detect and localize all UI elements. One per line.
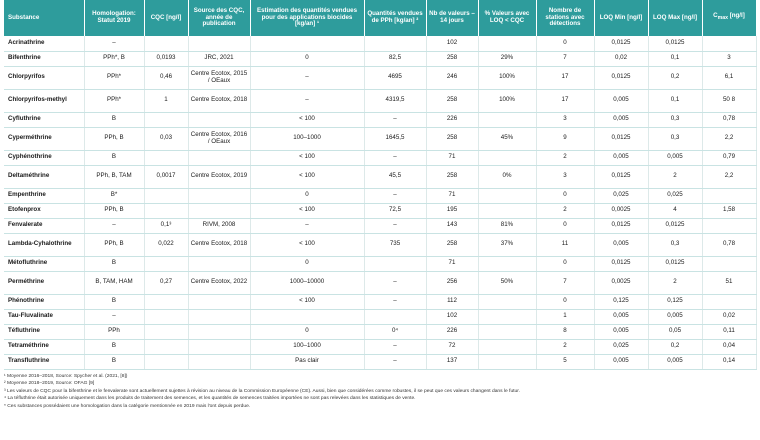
cell-loq-max: 0,005 (648, 354, 702, 369)
cell-homologation: B (84, 339, 144, 354)
cell-pct-valeurs: 45% (478, 127, 536, 150)
cell-quantites (364, 36, 426, 51)
header-row (4, 0, 756, 36)
cell-substance: Transfluthrine (4, 354, 84, 369)
table-row (4, 150, 756, 165)
cell-cmax: 0,02 (702, 309, 756, 324)
cell-homologation: – (84, 218, 144, 233)
cell-loq-max: 0,005 (648, 150, 702, 165)
cell-estimation: < 100 (250, 294, 364, 309)
cell-source (188, 203, 250, 218)
cell-cqc: 0,022 (144, 233, 188, 256)
cell-loq-max: 0,2 (648, 339, 702, 354)
cell-cmax: 0,11 (702, 324, 756, 339)
cell-estimation: 0 (250, 324, 364, 339)
cell-cqc (144, 150, 188, 165)
cell-nb-stations: 1 (536, 309, 594, 324)
cell-nb-valeurs: 258 (426, 165, 478, 188)
cell-source: Centre Ecotox, 2016 / OEaux (188, 127, 250, 150)
cell-homologation: PPh* (84, 66, 144, 89)
cell-substance: Deltaméthrine (4, 165, 84, 188)
cell-cqc (144, 294, 188, 309)
table-row (4, 218, 756, 233)
cell-cmax: 6,1 (702, 66, 756, 89)
cell-nb-valeurs: 258 (426, 127, 478, 150)
cell-estimation: Pas clair (250, 354, 364, 369)
cell-loq-min: 0,125 (594, 294, 648, 309)
table-row (4, 324, 756, 339)
cell-nb-valeurs: 258 (426, 51, 478, 66)
cell-nb-valeurs: 143 (426, 218, 478, 233)
cell-estimation: 0 (250, 256, 364, 271)
cell-loq-min: 0,005 (594, 89, 648, 112)
cell-loq-min: 0,0025 (594, 203, 648, 218)
cell-source: Centre Ecotox, 2015 / OEaux (188, 66, 250, 89)
footnote: ¹ Moyenne 2016–2018, Source: Spycher et al. (2021, [8]) (4, 373, 128, 379)
table-row (4, 294, 756, 309)
cell-substance: Bifenthrine (4, 51, 84, 66)
cell-loq-max: 0,2 (648, 66, 702, 89)
cell-loq-min: 0,0125 (594, 165, 648, 188)
cell-quantites: – (364, 112, 426, 127)
cell-homologation: PPh, B, TAM (84, 165, 144, 188)
cell-source (188, 339, 250, 354)
substance-table (4, 0, 757, 370)
cell-substance: Perméthrine (4, 271, 84, 294)
cell-nb-stations: 11 (536, 233, 594, 256)
cell-source: Centre Ecotox, 2022 (188, 271, 250, 294)
cell-nb-valeurs: 195 (426, 203, 478, 218)
cell-loq-min: 0,005 (594, 150, 648, 165)
cell-nb-valeurs: 102 (426, 309, 478, 324)
footnote: * Ces substances possédaient une homologation dans la catégorie mentionnée en 2019 mais l'ont depuis perdue. (4, 403, 251, 409)
col-header-loq-min: LOQ Min [ng/l] (594, 0, 648, 36)
cell-estimation: < 100 (250, 150, 364, 165)
cell-quantites: 0⁴ (364, 324, 426, 339)
cell-homologation: PPh, B (84, 127, 144, 150)
table-row (4, 256, 756, 271)
col-header-nb-valeurs: Nb de valeurs – 14 jours (426, 0, 478, 36)
cell-cqc (144, 188, 188, 203)
cell-quantites (364, 309, 426, 324)
cell-source (188, 324, 250, 339)
cell-loq-max: 0,05 (648, 324, 702, 339)
cell-pct-valeurs (478, 188, 536, 203)
cell-loq-min: 0,005 (594, 309, 648, 324)
table-row (4, 66, 756, 89)
cell-loq-min: 0,0125 (594, 66, 648, 89)
cell-cmax: 2,2 (702, 127, 756, 150)
cell-estimation: 0 (250, 51, 364, 66)
cell-loq-max: 0,125 (648, 294, 702, 309)
cell-source (188, 112, 250, 127)
col-header-substance: Substance (4, 0, 84, 36)
cell-pct-valeurs: 100% (478, 66, 536, 89)
cell-cmax (702, 218, 756, 233)
cell-source (188, 354, 250, 369)
cell-quantites: – (364, 354, 426, 369)
cell-nb-stations: 0 (536, 218, 594, 233)
cell-estimation (250, 36, 364, 51)
cell-quantites: – (364, 150, 426, 165)
cell-estimation: – (250, 89, 364, 112)
cell-nb-valeurs: 137 (426, 354, 478, 369)
cell-source: Centre Ecotox, 2019 (188, 165, 250, 188)
cell-cmax (702, 256, 756, 271)
cell-quantites: 45,5 (364, 165, 426, 188)
cell-estimation: – (250, 66, 364, 89)
cell-substance: Lambda-Cyhalothrine (4, 233, 84, 256)
cell-cmax: 0,78 (702, 112, 756, 127)
cell-nb-stations: 2 (536, 150, 594, 165)
table-row (4, 271, 756, 294)
cell-substance: Etofenprox (4, 203, 84, 218)
cell-substance: Acrinathrine (4, 36, 84, 51)
cell-source (188, 150, 250, 165)
cell-loq-min: 0,02 (594, 51, 648, 66)
table-body (4, 36, 756, 369)
cell-estimation (250, 309, 364, 324)
cell-cmax (702, 294, 756, 309)
col-header-nb-stations: Nombre de stations avec détections (536, 0, 594, 36)
cell-source: Centre Ecotox, 2018 (188, 233, 250, 256)
cell-cmax: 50 8 (702, 89, 756, 112)
cell-nb-stations: 0 (536, 36, 594, 51)
footnotes (4, 373, 760, 411)
cell-loq-max: 4 (648, 203, 702, 218)
cell-nb-stations: 0 (536, 294, 594, 309)
cell-loq-max: 0,0125 (648, 36, 702, 51)
table-row (4, 354, 756, 369)
cell-nb-stations: 0 (536, 188, 594, 203)
table-row (4, 51, 756, 66)
cell-nb-valeurs: 226 (426, 324, 478, 339)
cell-substance: Téfluthrine (4, 324, 84, 339)
cell-homologation: B (84, 150, 144, 165)
cell-estimation: < 100 (250, 112, 364, 127)
cell-homologation: – (84, 36, 144, 51)
cell-quantites: – (364, 294, 426, 309)
cell-quantites: 4319,5 (364, 89, 426, 112)
cell-nb-valeurs: 71 (426, 150, 478, 165)
cell-substance: Tetraméthrine (4, 339, 84, 354)
cell-loq-min: 0,0125 (594, 256, 648, 271)
cell-nb-stations: 3 (536, 112, 594, 127)
cell-cmax: 0,79 (702, 150, 756, 165)
cell-substance: Cyfluthrine (4, 112, 84, 127)
cell-loq-min: 0,025 (594, 188, 648, 203)
cell-nb-stations: 5 (536, 354, 594, 369)
cell-loq-min: 0,0125 (594, 127, 648, 150)
cell-loq-min: 0,025 (594, 339, 648, 354)
cell-source (188, 256, 250, 271)
cell-loq-max: 0,1 (648, 51, 702, 66)
cell-pct-valeurs: 100% (478, 89, 536, 112)
cell-loq-max: 0,1 (648, 89, 702, 112)
cell-substance: Métofluthrine (4, 256, 84, 271)
cell-homologation: PPh (84, 324, 144, 339)
cell-pct-valeurs (478, 203, 536, 218)
cell-loq-max: 2 (648, 271, 702, 294)
cell-cqc: 0,0017 (144, 165, 188, 188)
cell-source: JRC, 2021 (188, 51, 250, 66)
cell-cqc (144, 36, 188, 51)
cell-nb-valeurs: 226 (426, 112, 478, 127)
col-header-pct-valeurs: % Valeurs avec LOQ < CQC (478, 0, 536, 36)
cell-nb-stations: 7 (536, 51, 594, 66)
table-row (4, 203, 756, 218)
table-row (4, 127, 756, 150)
cell-substance: Fenvalerate (4, 218, 84, 233)
cell-cqc (144, 203, 188, 218)
cell-homologation: B, TAM, HAM (84, 271, 144, 294)
table-row (4, 188, 756, 203)
cell-quantites: – (364, 218, 426, 233)
cell-nb-valeurs: 256 (426, 271, 478, 294)
col-header-loq-max: LOQ Max [ng/l] (648, 0, 702, 36)
cell-nb-stations: 9 (536, 127, 594, 150)
cell-homologation: PPh, B (84, 233, 144, 256)
cell-cmax: 3 (702, 51, 756, 66)
cell-homologation: PPh, B (84, 203, 144, 218)
cell-loq-min: 0,005 (594, 354, 648, 369)
cell-pct-valeurs: 29% (478, 51, 536, 66)
col-header-source: Source des CQC, année de publication (188, 0, 250, 36)
cell-quantites: – (364, 188, 426, 203)
cell-nb-stations: 0 (536, 256, 594, 271)
cell-estimation: < 100 (250, 203, 364, 218)
cell-cqc: 0,03 (144, 127, 188, 150)
cell-nb-valeurs: 72 (426, 339, 478, 354)
cell-pct-valeurs (478, 150, 536, 165)
cell-pct-valeurs: 0% (478, 165, 536, 188)
col-header-estimation: Estimation des quantités vendues pour des applications biocides [kg/an] ¹ (250, 0, 364, 36)
cell-nb-valeurs: 102 (426, 36, 478, 51)
cell-substance: Cyperméthrine (4, 127, 84, 150)
cell-quantites: 82,5 (364, 51, 426, 66)
cell-cqc: 0,46 (144, 66, 188, 89)
col-header-cqc: CQC [ng/l] (144, 0, 188, 36)
cell-estimation: 100–1000 (250, 127, 364, 150)
table-row (4, 233, 756, 256)
cell-cqc (144, 354, 188, 369)
cell-estimation: 100–1000 (250, 339, 364, 354)
cell-loq-max: 0,025 (648, 188, 702, 203)
cell-pct-valeurs (478, 354, 536, 369)
cell-cmax: 1,58 (702, 203, 756, 218)
cell-quantites: – (364, 339, 426, 354)
cell-homologation: B (84, 112, 144, 127)
cell-loq-min: 0,005 (594, 112, 648, 127)
cell-cqc: 0,27 (144, 271, 188, 294)
cell-cqc (144, 339, 188, 354)
cell-source (188, 309, 250, 324)
cell-substance: Cyphénothrine (4, 150, 84, 165)
cell-pct-valeurs (478, 36, 536, 51)
cell-estimation: – (250, 218, 364, 233)
cell-loq-max: 0,3 (648, 127, 702, 150)
table-row (4, 165, 756, 188)
cell-pct-valeurs: 50% (478, 271, 536, 294)
cell-homologation: PPh* (84, 89, 144, 112)
footnote: ⁴ La téfluthrine était autorisée uniquement dans les produits de traitement des semences, et les quantités de semences traitées importées ne sont pas relevées dans les statistiques de vente. (4, 396, 416, 402)
cell-cqc: 0,1³ (144, 218, 188, 233)
cell-source (188, 188, 250, 203)
cell-cmax (702, 188, 756, 203)
cell-nb-valeurs: 246 (426, 66, 478, 89)
cell-loq-min: 0,005 (594, 233, 648, 256)
cell-cmax: 0,04 (702, 339, 756, 354)
cmax-unit: [ng/l] (727, 12, 745, 20)
cmax-label: C (713, 12, 718, 20)
cell-pct-valeurs (478, 339, 536, 354)
cell-estimation: 1000–10000 (250, 271, 364, 294)
cell-nb-valeurs: 71 (426, 256, 478, 271)
cell-cmax (702, 36, 756, 51)
cell-quantites: 72,5 (364, 203, 426, 218)
table-row (4, 36, 756, 51)
cell-cqc: 1 (144, 89, 188, 112)
cell-source (188, 294, 250, 309)
cell-nb-stations: 7 (536, 271, 594, 294)
cell-cqc (144, 112, 188, 127)
footnote: ² Moyenne 2018–2019, Source: OFAG [9] (4, 381, 95, 387)
cell-pct-valeurs: 81% (478, 218, 536, 233)
cell-substance: Empenthrine (4, 188, 84, 203)
cell-nb-valeurs: 258 (426, 233, 478, 256)
cell-quantites: 735 (364, 233, 426, 256)
cell-loq-min: 0,0025 (594, 271, 648, 294)
cell-quantites: 4695 (364, 66, 426, 89)
cell-homologation: – (84, 309, 144, 324)
cell-estimation: 0 (250, 188, 364, 203)
cell-loq-min: 0,0125 (594, 218, 648, 233)
col-header-homologation: Homologation: Statut 2019 (84, 0, 144, 36)
cell-pct-valeurs (478, 324, 536, 339)
cell-pct-valeurs (478, 112, 536, 127)
table-row (4, 309, 756, 324)
cell-quantites: – (364, 271, 426, 294)
cell-pct-valeurs: 37% (478, 233, 536, 256)
cell-estimation: < 100 (250, 233, 364, 256)
cell-nb-stations: 3 (536, 165, 594, 188)
cell-cmax: 0,78 (702, 233, 756, 256)
cell-nb-valeurs: 258 (426, 89, 478, 112)
cell-quantites: 1645,5 (364, 127, 426, 150)
cell-loq-max: 0,3 (648, 233, 702, 256)
cell-source (188, 36, 250, 51)
cell-cmax: 51 (702, 271, 756, 294)
cell-pct-valeurs (478, 256, 536, 271)
table-row (4, 112, 756, 127)
cell-loq-max: 2 (648, 165, 702, 188)
cell-substance: Tau-Fluvalinate (4, 309, 84, 324)
cell-nb-stations: 8 (536, 324, 594, 339)
cell-nb-stations: 17 (536, 66, 594, 89)
cmax-subscript: max (717, 15, 728, 22)
cell-substance: Chlorpyrifos (4, 66, 84, 89)
cell-loq-max: 0,0125 (648, 256, 702, 271)
cell-source: Centre Ecotox, 2018 (188, 89, 250, 112)
cell-nb-valeurs: 71 (426, 188, 478, 203)
cell-loq-min: 0,0125 (594, 36, 648, 51)
cell-pct-valeurs (478, 309, 536, 324)
cell-cqc (144, 309, 188, 324)
footnote: ³ Les valeurs de CQC pour la bifenthrine et le fenvalerate sont actuellement sujettes à révision au niveau de la Commission Européenne (CE). Aussi, bien que considérées comme robustes, il se peut que ces valeurs changent dans le futur. (4, 388, 520, 394)
cell-loq-max: 0,0125 (648, 218, 702, 233)
cell-homologation: B (84, 256, 144, 271)
col-header-cmax (702, 0, 756, 36)
cell-nb-stations: 2 (536, 339, 594, 354)
cell-nb-stations: 2 (536, 203, 594, 218)
cell-loq-min: 0,005 (594, 324, 648, 339)
table-row (4, 89, 756, 112)
col-header-quantites: Quantités vendues de PPh [kg/an] ² (364, 0, 426, 36)
cell-cqc: 0,0193 (144, 51, 188, 66)
cell-homologation: B* (84, 188, 144, 203)
cell-pct-valeurs (478, 294, 536, 309)
cell-nb-valeurs: 112 (426, 294, 478, 309)
cell-homologation: B (84, 294, 144, 309)
cell-cmax: 0,14 (702, 354, 756, 369)
cell-substance: Phénothrine (4, 294, 84, 309)
table-row (4, 339, 756, 354)
cell-substance: Chlorpyrifos-methyl (4, 89, 84, 112)
cell-cqc (144, 324, 188, 339)
cell-homologation: PPh*, B (84, 51, 144, 66)
cell-cqc (144, 256, 188, 271)
cell-loq-max: 0,005 (648, 309, 702, 324)
cell-homologation: B (84, 354, 144, 369)
cell-source: RIVM, 2008 (188, 218, 250, 233)
cell-loq-max: 0,3 (648, 112, 702, 127)
cell-cmax: 2,2 (702, 165, 756, 188)
cell-nb-stations: 17 (536, 89, 594, 112)
cell-quantites (364, 256, 426, 271)
cell-estimation: < 100 (250, 165, 364, 188)
